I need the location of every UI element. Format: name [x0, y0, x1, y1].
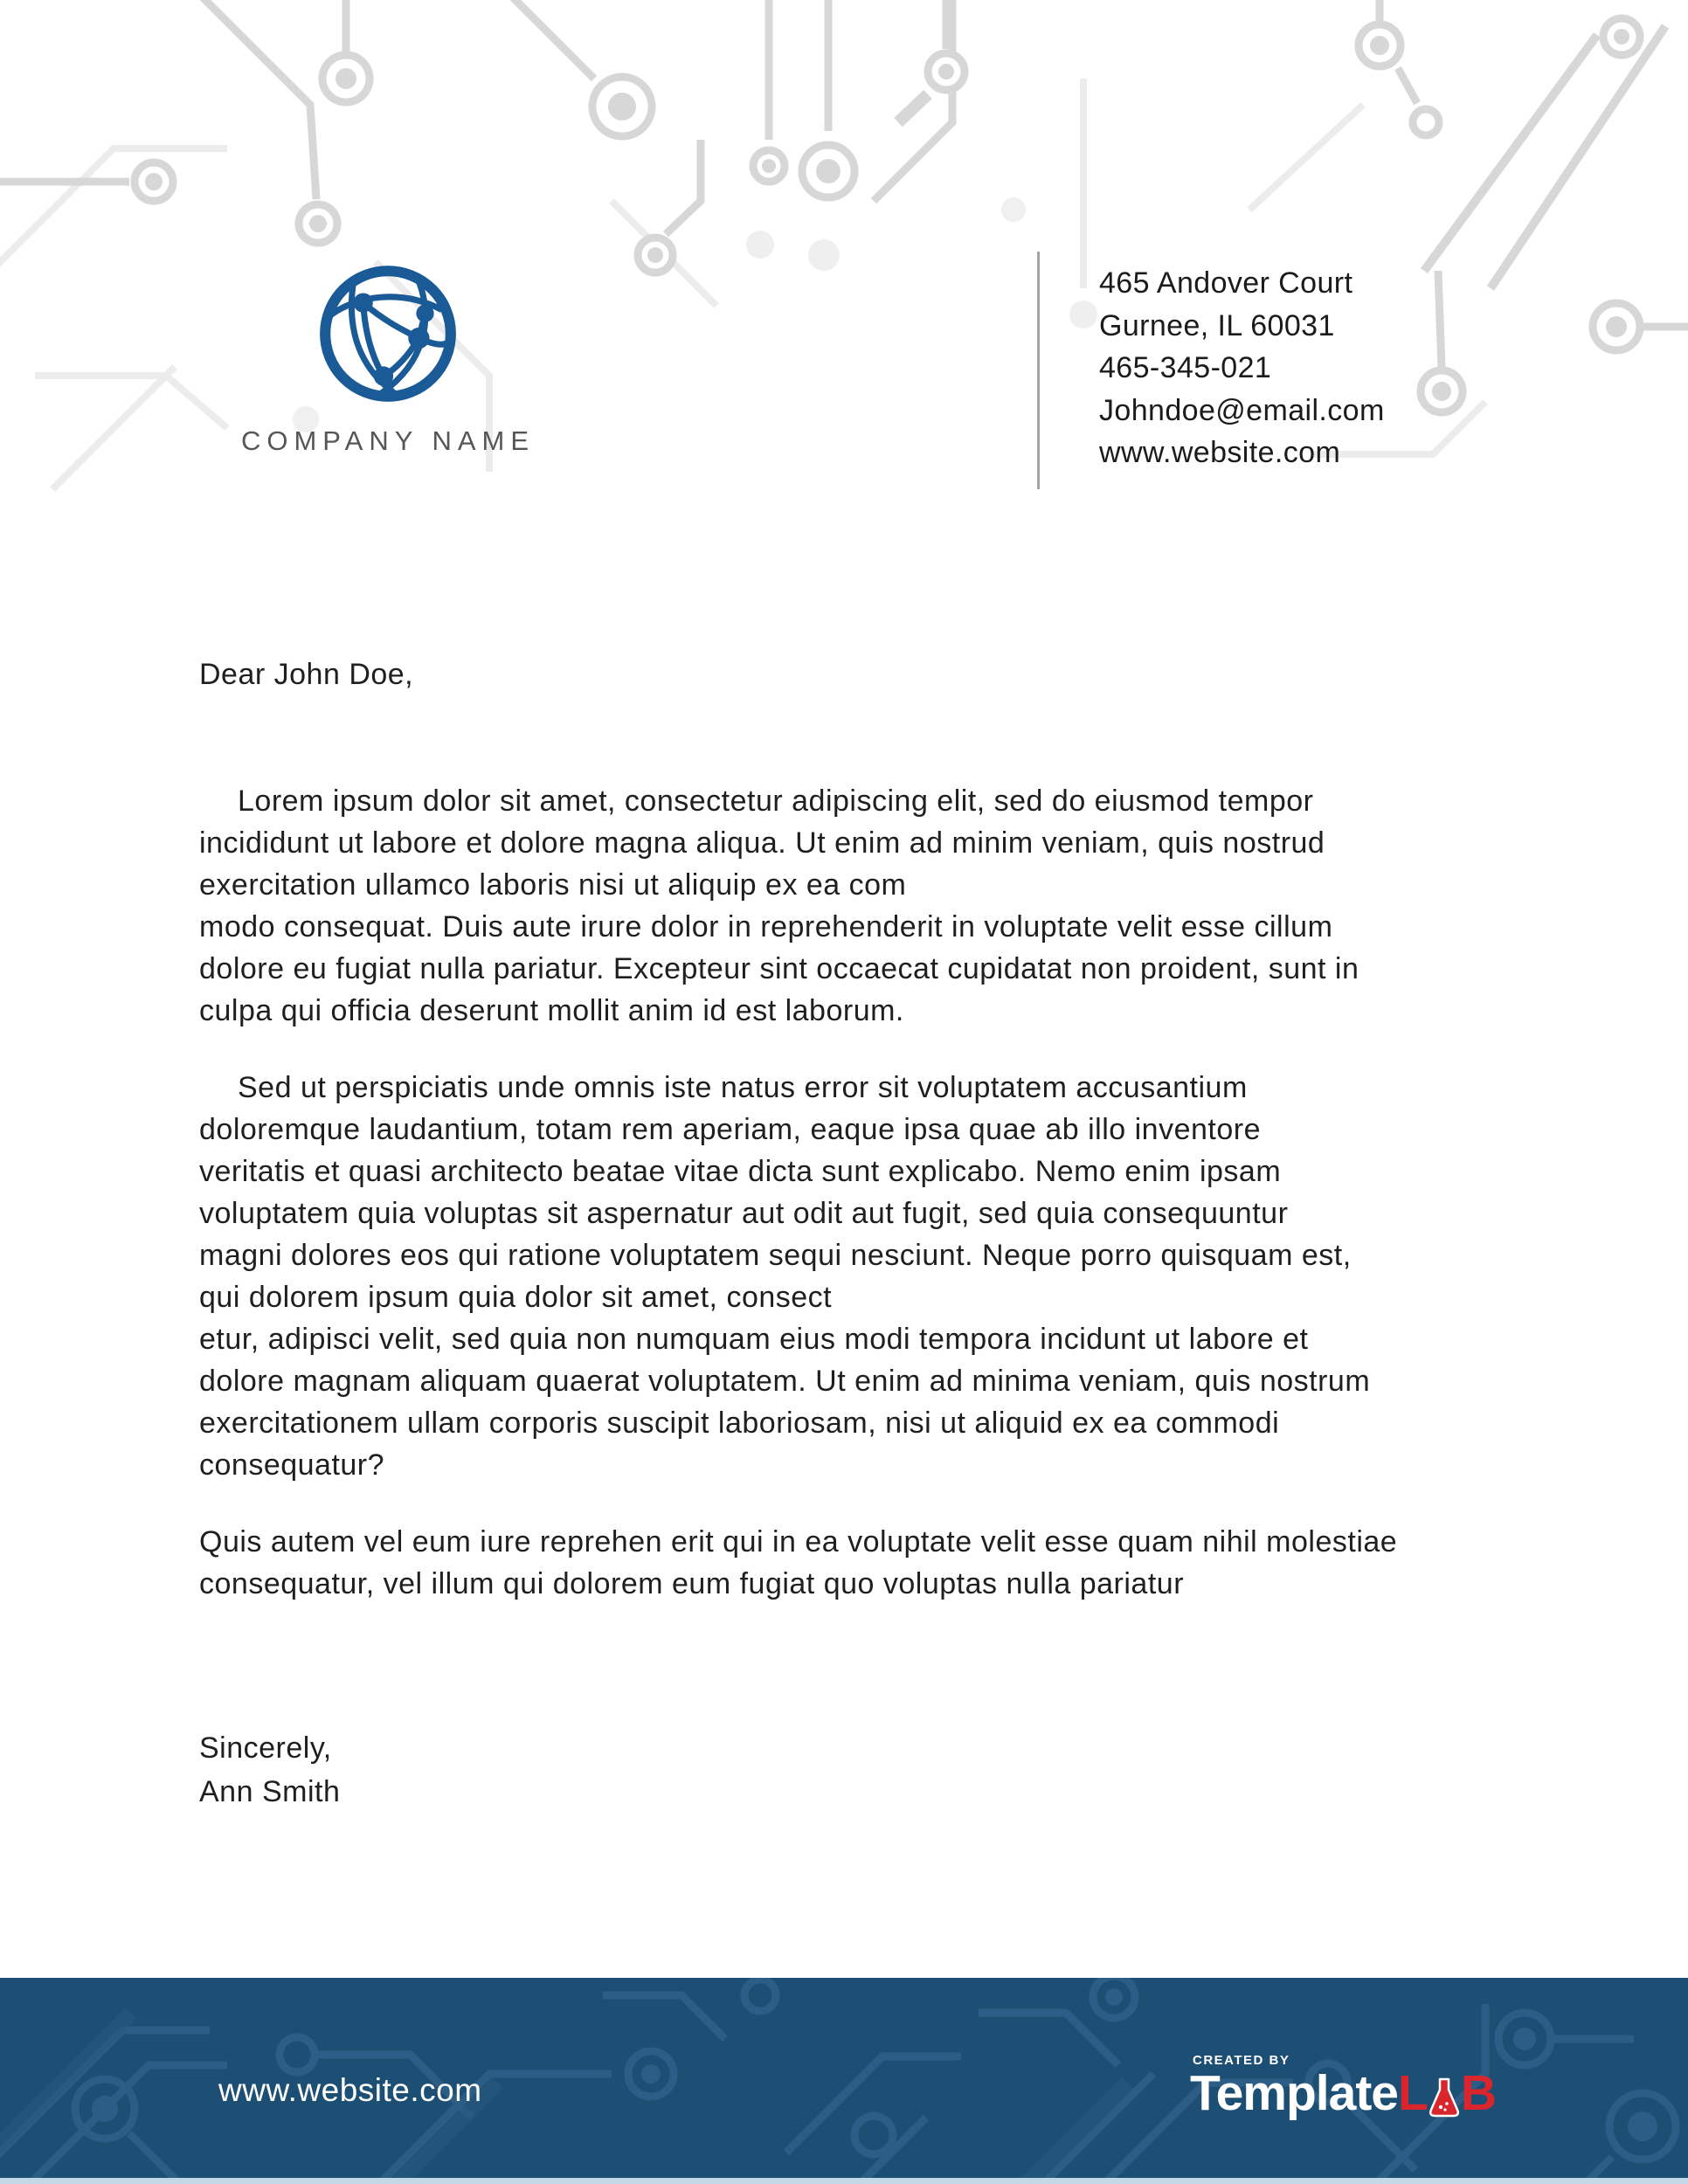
letter-paragraph-1	[199, 780, 1359, 1032]
templatelab-branding	[1190, 2053, 1497, 2121]
letter-closing	[199, 1726, 340, 1814]
letter-text-line: etur, adipisci velit, sed quia non numquam eius modi tempora incidunt ut labore et	[199, 1323, 1309, 1356]
brand-name-red-l: L	[1398, 2065, 1428, 2121]
letter-text-line: exercitation ullamco laboris nisi ut aliquip ex ea com	[199, 868, 907, 902]
letter-text-line: culpa qui officia deserunt mollit anim id est laborum.	[199, 994, 904, 1027]
contact-phone: 465-345-021	[1099, 351, 1272, 384]
letter-text-line: Sed ut perspiciatis unde omnis iste natus error sit voluptatem accusantium	[238, 1071, 1248, 1104]
letter-greeting: Dear John Doe,	[199, 658, 414, 691]
letter-text-line: exercitationem ullam corporis suscipit laboriosam, nisi ut aliquid ex ea commodi	[199, 1406, 1280, 1440]
letter-paragraph-3	[199, 1521, 1397, 1605]
letter-text-line: voluptatem quia voluptas sit aspernatur aut odit aut fugit, sed quia consequuntur	[199, 1197, 1289, 1230]
letter-paragraph-2	[199, 1067, 1370, 1486]
letter-text-line: consequatur, vel illum qui dolorem eum fugiat quo voluptas nulla pariatur	[199, 1567, 1185, 1600]
letter-text-line: veritatis et quasi architecto beatae vitae dicta sunt explicabo. Nemo enim ipsam	[199, 1155, 1282, 1188]
closing-signature: Ann Smith	[199, 1775, 341, 1808]
contact-divider-line	[1037, 252, 1040, 489]
letter-text-line: magni dolores eos qui ratione voluptatem sequi nesciunt. Neque porro quisquam est,	[199, 1239, 1352, 1272]
letter-text-line: doloremque laudantium, totam rem aperiam, eaque ipsa quae ab illo inventore	[199, 1113, 1261, 1146]
contact-email: Johndoe@email.com	[1099, 393, 1385, 427]
contact-address-line1: 465 Andover Court	[1099, 266, 1353, 300]
letter-text-line: dolore magnam aliquam quaerat voluptatem. Ut enim ad minima veniam, quis nostrum	[199, 1365, 1371, 1398]
contact-block	[1099, 262, 1385, 474]
flask-icon	[1429, 2077, 1460, 2118]
company-name: COMPANY NAME	[240, 425, 536, 456]
brand-name-red-b: B	[1460, 2065, 1497, 2121]
footer-band	[0, 1978, 1688, 2184]
letter-text-line: consequatur?	[199, 1448, 385, 1482]
page-bottom-edge	[0, 2178, 1688, 2184]
closing-valediction: Sincerely,	[199, 1731, 332, 1765]
letter-text-line: dolore eu fugiat nulla pariatur. Excepteur sint occaecat cupidatat non proident, sunt in	[199, 952, 1359, 985]
letter-text-line: Quis autem vel eum iure reprehen erit qui in ea voluptate velit esse quam nihil molestiae	[199, 1525, 1398, 1559]
contact-website: www.website.com	[1099, 436, 1341, 469]
letter-text-line: qui dolorem ipsum quia dolor sit amet, consect	[199, 1281, 833, 1314]
brand-name-white: Template	[1190, 2065, 1399, 2121]
letter-text-line: modo consequat. Duis aute irure dolor in reprehenderit in voluptate velit esse cillum	[199, 910, 1333, 943]
company-logo-network-globe-icon	[313, 259, 463, 409]
letter-text-line: Lorem ipsum dolor sit amet, consectetur adipiscing elit, sed do eiusmod tempor	[238, 784, 1314, 818]
contact-address-line2: Gurnee, IL 60031	[1099, 308, 1335, 342]
created-by-label: CREATED BY	[1193, 2053, 1290, 2068]
letter-text-line: incididunt ut labore et dolore magna aliqua. Ut enim ad minim veniam, quis nostrud	[199, 826, 1325, 860]
footer-website-text: www.website.com	[218, 2072, 482, 2108]
templatelab-logo	[1190, 2065, 1497, 2121]
